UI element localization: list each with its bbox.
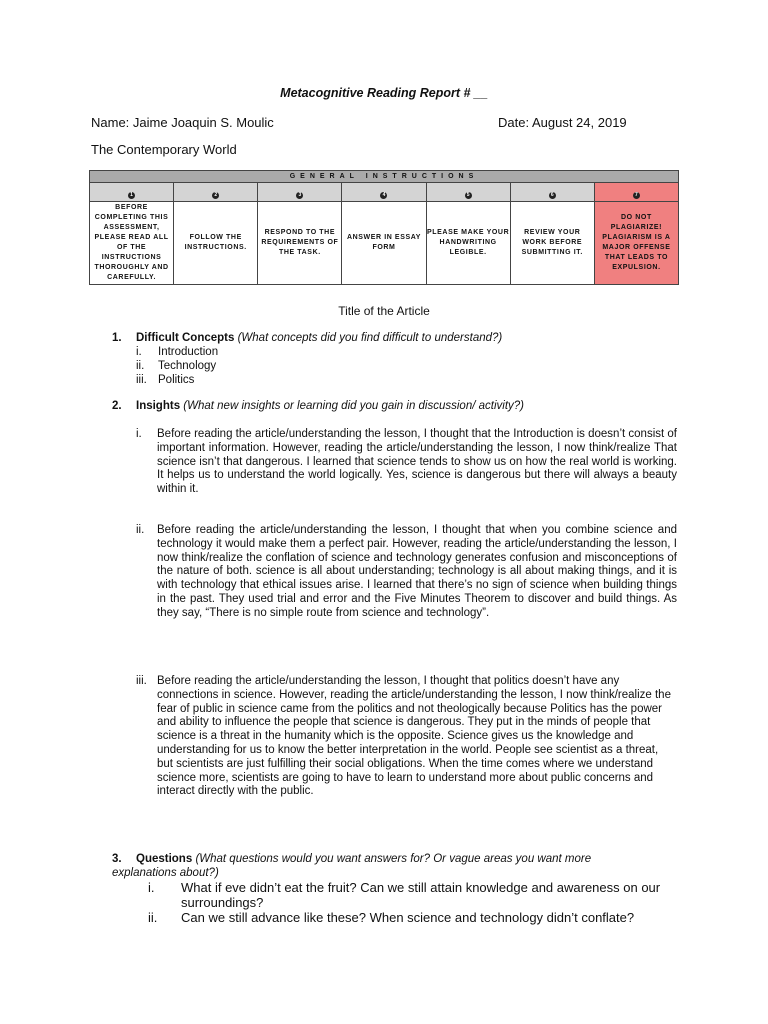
section-number: 3. [112, 853, 122, 865]
instruction-cell: BEFORE COMPLETING THIS ASSESSMENT, PLEASE READ ALL OF THE INSTRUCTIONS THOROUGHLY AND CAREFULLY. [90, 202, 174, 285]
insight-paragraph: Before reading the article/understanding the lesson, I thought that when you combine science and technology it would make them a perfect pair. However, reading the article/understanding the lesson, I now think/realize the conflation of science and technology generates confusion and misconceptions of the nature of both. science is all about understanding; technology is all about making things, and it is with technology that ethical issues arise. I learned that there’s no sign of science when building things in the past. They used trial and error and the Five Minutes Theorem to discover and build things. As they say, “There is no simple route from science and technology”. [157, 524, 677, 619]
section-label: Questions [136, 853, 193, 865]
section-number: 1. [112, 332, 122, 344]
paragraph-number: ii. [136, 524, 145, 536]
insight-paragraph: Before reading the article/understanding the lesson, I thought that politics doesn’t have any connections in science. However, reading the article/understanding the lesson, I now think/realize the fear of public in science came from the politics and not theologically because Politics has the power and ability to influence the people that science is dangerous. They put in the minds of people that science is a threat in the humanity which is the opposite. Science gives us the knowledge and understanding for us to know the better interpretation in the world. People see scientist as a threat, but scientists are just fulfilling their social obligations. When the time comes where we understand science more, scientists are going to have to learn to understand more about public concerns and interact directly with the public. [157, 675, 671, 798]
instruction-number: 4 [380, 192, 387, 199]
question-item: Can we still advance like these? When science and technology didn’t conflate? [181, 910, 635, 925]
paragraph-number: iii. [136, 675, 147, 687]
question-number: ii. [148, 910, 158, 925]
question-item: What if eve didn’t eat the fruit? Can we still attain knowledge and awareness on our surroundings? [181, 880, 661, 910]
section-prompt: (What concepts did you find difficult to understand?) [237, 332, 503, 344]
insight-paragraph: Before reading the article/understanding the lesson, I thought that the Introduction is doesn’t consist of important information. However, reading the article/understanding the lesson, I now think/realize That science isn’t that dangerous. I learned that science tends to show us on how the real world is working. It helps us to understand the world logically. Yes, science is dangerous but there will always a beauty within it. [157, 428, 677, 496]
instruction-number: 1 [128, 192, 135, 199]
instruction-cell-warning: DO NOT PLAGIARIZE! PLAGIARISM IS A MAJOR OFFENSE THAT LEADS TO EXPULSION. [594, 202, 678, 285]
list-item: ii. Technology [136, 360, 217, 372]
paragraph-number: i. [136, 428, 142, 440]
section-prompt: (What questions would you want answers for? Or vague areas you want more explanations about?) [112, 853, 592, 879]
section-prompt: (What new insights or learning did you gain in discussion/ activity?) [183, 400, 524, 412]
instruction-cell: REVIEW YOUR WORK BEFORE SUBMITTING IT. [510, 202, 594, 285]
article-title: Title of the Article [338, 304, 430, 318]
question-number: i. [148, 880, 155, 895]
instruction-cell: FOLLOW THE INSTRUCTIONS. [174, 202, 258, 285]
report-date: Date: August 24, 2019 [498, 115, 627, 130]
course-name: The Contemporary World [91, 142, 237, 157]
instruction-number: 6 [549, 192, 556, 199]
instruction-cell: PLEASE MAKE YOUR HANDWRITING LEGIBLE. [426, 202, 510, 285]
section-label: Difficult Concepts [136, 332, 235, 344]
list-item: iii. Politics [136, 374, 195, 386]
list-item: i. Introduction [136, 346, 219, 358]
student-name: Name: Jaime Joaquin S. Moulic [91, 115, 274, 130]
instructions-heading: GENERAL INSTRUCTIONS [90, 171, 679, 183]
section-number: 2. [112, 400, 122, 412]
section-difficult-concepts [112, 332, 502, 344]
section-insights [112, 400, 524, 412]
section-label: Insights [136, 400, 181, 412]
instruction-number: 7 [633, 192, 640, 199]
general-instructions-table [89, 170, 679, 285]
instruction-cell: ANSWER IN ESSAY FORM [342, 202, 426, 285]
instruction-number: 3 [296, 192, 303, 199]
instruction-cell: RESPOND TO THE REQUIREMENTS OF THE TASK. [258, 202, 342, 285]
section-questions [112, 852, 652, 880]
instruction-number: 2 [212, 192, 219, 199]
instruction-number: 5 [465, 192, 472, 199]
report-title: Metacognitive Reading Report # __ [280, 86, 488, 100]
